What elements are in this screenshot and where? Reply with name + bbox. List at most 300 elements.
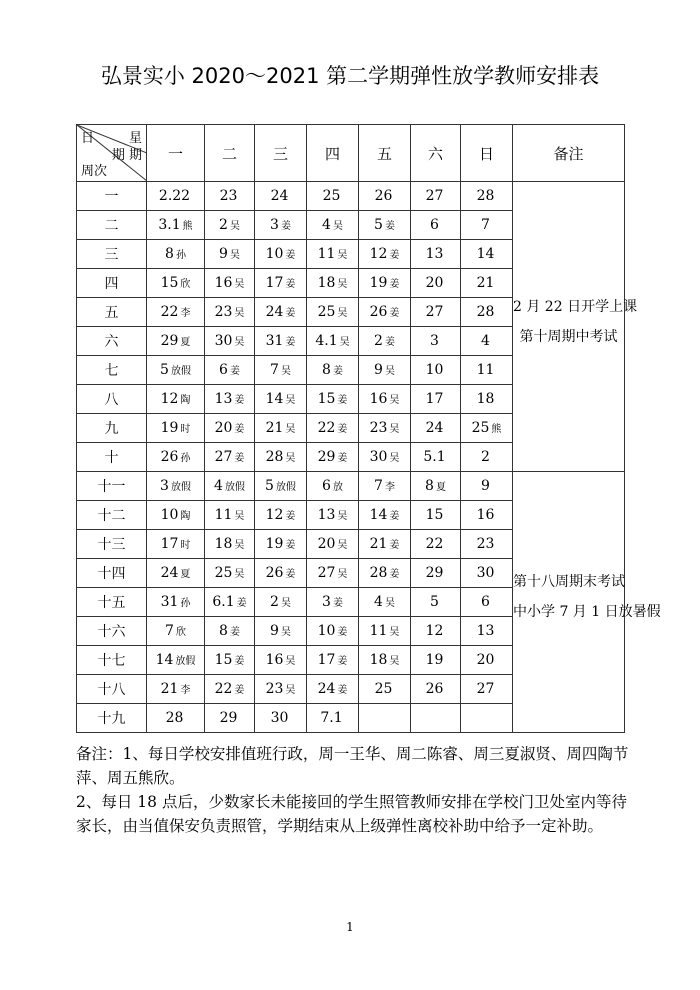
week-label-cell: 六 [77,327,147,356]
date-cell [205,704,255,733]
date-value: 22 [317,420,336,436]
date-value: 30 [369,449,388,465]
date-value: 20 [214,420,233,436]
teacher-tag: 吴 [337,308,348,319]
date-value: 23 [219,188,238,204]
teacher-tag: 吴 [285,395,296,406]
date-cell [461,559,513,588]
page-title: 弘景实小 2020～2021 第二学期弹性放学教师安排表 [100,64,600,88]
teacher-tag: 吴 [285,453,296,464]
day-header-mon: 一 [147,125,205,182]
date-cell [205,559,255,588]
date-cell [147,269,205,298]
teacher-tag: 吴 [280,366,291,377]
date-cell [461,269,513,298]
teacher-tag: 李 [180,308,191,319]
teacher-tag: 孙 [175,250,186,261]
date-cell [147,414,205,443]
date-value: 9 [481,478,490,494]
date-value: 14 [265,391,284,407]
date-cell [205,182,255,211]
remark-text: 2 月 22 日开学上课 [513,298,638,315]
date-value: 28 [265,449,284,465]
date-value: 7 [481,217,490,233]
date-cell [255,414,307,443]
date-cell [359,298,411,327]
date-cell [307,472,359,501]
header-row [77,125,625,182]
date-value: 14 [476,246,495,262]
date-cell [411,356,461,385]
teacher-tag: 吴 [234,540,245,551]
remark-cell [513,182,638,472]
date-value: 2 [374,333,383,349]
teacher-tag: 时 [180,540,191,551]
date-cell [255,269,307,298]
date-cell [255,472,307,501]
day-header-sun: 日 [461,125,513,182]
teacher-tag: 吴 [389,656,400,667]
week-label-cell: 九 [77,414,147,443]
teacher-tag: 姜 [285,569,296,580]
date-cell [147,559,205,588]
week-label-cell: 一 [77,182,147,211]
teacher-tag: 姜 [337,424,348,435]
teacher-tag: 姜 [280,221,291,232]
date-value: 13 [425,246,444,262]
week-label-cell: 十九 [77,704,147,733]
date-value: 23 [369,420,388,436]
date-value: 2 [219,217,228,233]
date-cell [411,240,461,269]
date-cell [147,704,205,733]
day-header-wed: 三 [255,125,307,182]
date-cell [359,646,411,675]
date-value: 17 [425,391,444,407]
date-value: 13 [476,623,495,639]
teacher-tag: 孙 [180,598,191,609]
date-value: 28 [165,710,184,726]
teacher-tag: 吴 [229,250,240,261]
date-value: 4 [374,594,383,610]
date-cell [411,211,461,240]
date-cell [205,211,255,240]
date-cell [411,327,461,356]
teacher-tag: 姜 [384,337,395,348]
date-value: 5 [430,594,439,610]
date-value: 2.22 [158,188,191,204]
teacher-tag: 夏 [180,569,191,580]
date-cell [411,617,461,646]
date-cell [359,327,411,356]
date-cell [147,356,205,385]
date-cell [307,298,359,327]
date-value: 5 [265,478,274,494]
date-cell [205,588,255,617]
date-value: 26 [160,449,179,465]
teacher-tag: 放假 [175,656,196,667]
date-cell [147,675,205,704]
date-cell [461,501,513,530]
week-label-cell: 十 [77,443,147,472]
date-cell [307,530,359,559]
date-cell [307,356,359,385]
date-cell [255,704,307,733]
date-cell [255,588,307,617]
day-header-fri: 五 [359,125,411,182]
date-cell [359,530,411,559]
teacher-tag: 姜 [332,366,343,377]
date-cell [359,559,411,588]
date-value: 26 [425,681,444,697]
date-cell [461,617,513,646]
date-cell [205,414,255,443]
teacher-tag: 放假 [170,482,191,493]
date-cell [307,385,359,414]
date-cell [147,182,205,211]
date-value: 30 [270,710,289,726]
date-value: 7 [270,362,279,378]
date-cell [411,675,461,704]
teacher-tag: 李 [180,685,191,696]
teacher-tag: 姜 [285,250,296,261]
date-cell [461,530,513,559]
date-cell [411,182,461,211]
corner-label-xing: 星 [128,131,142,146]
date-cell [411,646,461,675]
date-value: 28 [476,304,495,320]
date-cell [205,472,255,501]
date-cell [205,530,255,559]
date-cell [307,617,359,646]
date-value: 29 [425,565,444,581]
date-cell [307,211,359,240]
date-cell [147,617,205,646]
date-value: 18 [214,536,233,552]
remark-header: 备注 [513,125,625,182]
date-cell [205,298,255,327]
week-label-cell: 十五 [77,588,147,617]
date-cell [147,211,205,240]
date-value: 3.1 [158,217,181,233]
date-cell [461,472,513,501]
date-value: 21 [265,420,284,436]
date-cell [461,356,513,385]
date-cell [411,269,461,298]
date-value: 15 [317,391,336,407]
date-value: 30 [476,565,495,581]
date-value: 8 [219,623,228,639]
date-cell [255,443,307,472]
date-value: 8 [322,362,331,378]
teacher-tag: 吴 [389,453,400,464]
teacher-tag: 姜 [384,221,395,232]
schedule-table [76,124,661,733]
date-value: 23 [265,681,284,697]
date-value: 19 [160,420,179,436]
teacher-tag: 吴 [389,627,400,638]
corner-label-ri: 日 [81,131,95,146]
date-cell [255,646,307,675]
date-value: 5 [160,362,169,378]
date-value: 19 [265,536,284,552]
date-cell [307,501,359,530]
week-label-cell: 四 [77,269,147,298]
week-label-cell: 十二 [77,501,147,530]
teacher-tag: 姜 [337,395,348,406]
date-value: 27 [317,565,336,581]
date-value: 11 [317,246,336,262]
week-label-cell: 十八 [77,675,147,704]
date-value: 12 [425,623,444,639]
date-cell [205,327,255,356]
date-value: 17 [317,652,336,668]
date-cell [461,704,513,733]
date-cell [255,385,307,414]
date-value: 3 [430,333,439,349]
date-value: 22 [214,681,233,697]
remark-text: 第十周期中考试 [519,328,618,345]
date-value: 4 [322,217,331,233]
date-value: 24 [317,681,336,697]
date-value: 10 [425,362,444,378]
date-value: 18 [476,391,495,407]
date-cell [307,443,359,472]
date-value: 17 [160,536,179,552]
date-value: 29 [317,449,336,465]
date-cell [359,182,411,211]
teacher-tag: 欣 [175,627,186,638]
date-value: 10 [160,507,179,523]
date-cell [411,530,461,559]
date-cell [359,501,411,530]
date-value: 26 [265,565,284,581]
teacher-tag: 吴 [337,250,348,261]
date-value: 26 [374,188,393,204]
date-cell [461,211,513,240]
table-row [77,182,625,211]
date-cell [255,240,307,269]
date-value: 6 [430,217,439,233]
date-cell [307,182,359,211]
teacher-tag: 吴 [337,279,348,290]
date-value: 18 [317,275,336,291]
teacher-tag: 时 [180,424,191,435]
teacher-tag: 欣 [180,279,191,290]
date-value: 22 [160,304,179,320]
date-value: 29 [160,333,179,349]
date-cell [411,298,461,327]
teacher-tag: 吴 [229,221,240,232]
date-cell [461,443,513,472]
date-value: 11 [476,362,495,378]
date-value: 29 [219,710,238,726]
remark-text: 第十八周期末考试 [513,574,625,590]
teacher-tag: 姜 [234,685,245,696]
teacher-tag: 吴 [332,221,343,232]
date-value: 24 [425,420,444,436]
date-cell [461,327,513,356]
day-header-tue: 二 [205,125,255,182]
date-value: 25 [214,565,233,581]
date-value: 3 [160,478,169,494]
date-cell [205,501,255,530]
teacher-tag: 吴 [285,685,296,696]
date-cell [255,530,307,559]
date-value: 17 [265,275,284,291]
date-cell [359,443,411,472]
date-cell [359,675,411,704]
teacher-tag: 吴 [234,308,245,319]
table-row [77,472,625,501]
date-cell [411,443,461,472]
teacher-tag: 吴 [285,424,296,435]
teacher-tag: 孙 [180,453,191,464]
week-label-cell: 三 [77,240,147,269]
teacher-tag: 吴 [339,337,350,348]
teacher-tag: 姜 [337,685,348,696]
date-cell [359,211,411,240]
date-cell [255,675,307,704]
date-cell [461,385,513,414]
teacher-tag: 姜 [229,627,240,638]
date-cell [147,472,205,501]
teacher-tag: 放假 [170,366,191,377]
week-label-cell: 十三 [77,530,147,559]
date-cell [147,240,205,269]
date-cell [411,414,461,443]
date-value: 5.1 [423,449,446,465]
date-value: 11 [369,623,388,639]
date-cell [307,559,359,588]
teacher-tag: 吴 [337,540,348,551]
teacher-tag: 放 [332,482,343,493]
week-label-cell: 五 [77,298,147,327]
date-cell [411,704,461,733]
note-paragraph-2: 2、每日 18 点后，少数家长未能接回的学生照管教师安排在学校门卫处室内等待家长，由当值保安负责照管，学期结束从上级弹性离校补助中给予一定补助。 [76,793,627,835]
teacher-tag: 姜 [389,279,400,290]
teacher-tag: 吴 [337,511,348,522]
teacher-tag: 姜 [236,598,247,609]
teacher-tag: 陶 [180,395,191,406]
date-value: 6 [322,478,331,494]
date-value: 7 [374,478,383,494]
teacher-tag: 夏 [180,337,191,348]
date-cell [411,472,461,501]
date-cell [205,385,255,414]
date-cell [255,559,307,588]
date-value: 9 [270,623,279,639]
teacher-tag: 放假 [275,482,296,493]
teacher-tag: 放假 [224,482,245,493]
date-cell [359,240,411,269]
teacher-tag: 吴 [285,656,296,667]
date-value: 28 [369,565,388,581]
teacher-tag: 姜 [229,366,240,377]
date-value: 13 [214,391,233,407]
date-value: 16 [265,652,284,668]
teacher-tag: 李 [384,482,395,493]
corner-header-cell [77,125,147,182]
date-value: 6.1 [212,594,235,610]
date-value: 24 [270,188,289,204]
date-value: 6 [481,594,490,610]
date-cell [205,646,255,675]
date-cell [147,327,205,356]
teacher-tag: 姜 [285,337,296,348]
teacher-tag: 姜 [337,656,348,667]
date-cell [147,443,205,472]
date-cell [461,675,513,704]
date-cell [359,385,411,414]
teacher-tag: 吴 [234,279,245,290]
teacher-tag: 姜 [234,395,245,406]
date-cell [411,588,461,617]
date-value: 21 [476,275,495,291]
date-value: 25 [471,420,490,436]
teacher-tag: 熊 [491,424,502,435]
date-value: 3 [322,594,331,610]
week-label-cell: 二 [77,211,147,240]
teacher-tag: 夏 [435,482,446,493]
date-cell [255,501,307,530]
date-cell [147,530,205,559]
teacher-tag: 吴 [280,598,291,609]
date-value: 31 [265,333,284,349]
teacher-tag: 姜 [285,308,296,319]
date-value: 15 [425,507,444,523]
date-cell [205,356,255,385]
date-cell [205,240,255,269]
teacher-tag: 吴 [337,569,348,580]
week-label-cell: 十七 [77,646,147,675]
date-cell [411,385,461,414]
week-label-cell: 八 [77,385,147,414]
date-value: 8 [425,478,434,494]
date-value: 21 [160,681,179,697]
date-value: 2 [270,594,279,610]
week-label-cell: 七 [77,356,147,385]
date-cell [307,240,359,269]
teacher-tag: 吴 [384,598,395,609]
date-value: 27 [425,304,444,320]
date-value: 4.1 [315,333,338,349]
teacher-tag: 姜 [337,453,348,464]
teacher-tag: 陶 [180,511,191,522]
date-cell [359,617,411,646]
date-value: 11 [214,507,233,523]
date-cell [147,385,205,414]
date-value: 15 [160,275,179,291]
date-cell [255,617,307,646]
date-value: 20 [425,275,444,291]
date-cell [307,588,359,617]
week-label-cell: 十六 [77,617,147,646]
teacher-tag: 姜 [389,569,400,580]
date-value: 24 [160,565,179,581]
teacher-tag: 吴 [384,366,395,377]
date-value: 25 [322,188,341,204]
date-value: 22 [425,536,444,552]
date-value: 14 [155,652,174,668]
date-cell [359,414,411,443]
date-cell [205,675,255,704]
date-value: 27 [425,188,444,204]
date-value: 30 [214,333,233,349]
date-value: 14 [369,507,388,523]
date-cell [359,269,411,298]
teacher-tag: 吴 [234,569,245,580]
